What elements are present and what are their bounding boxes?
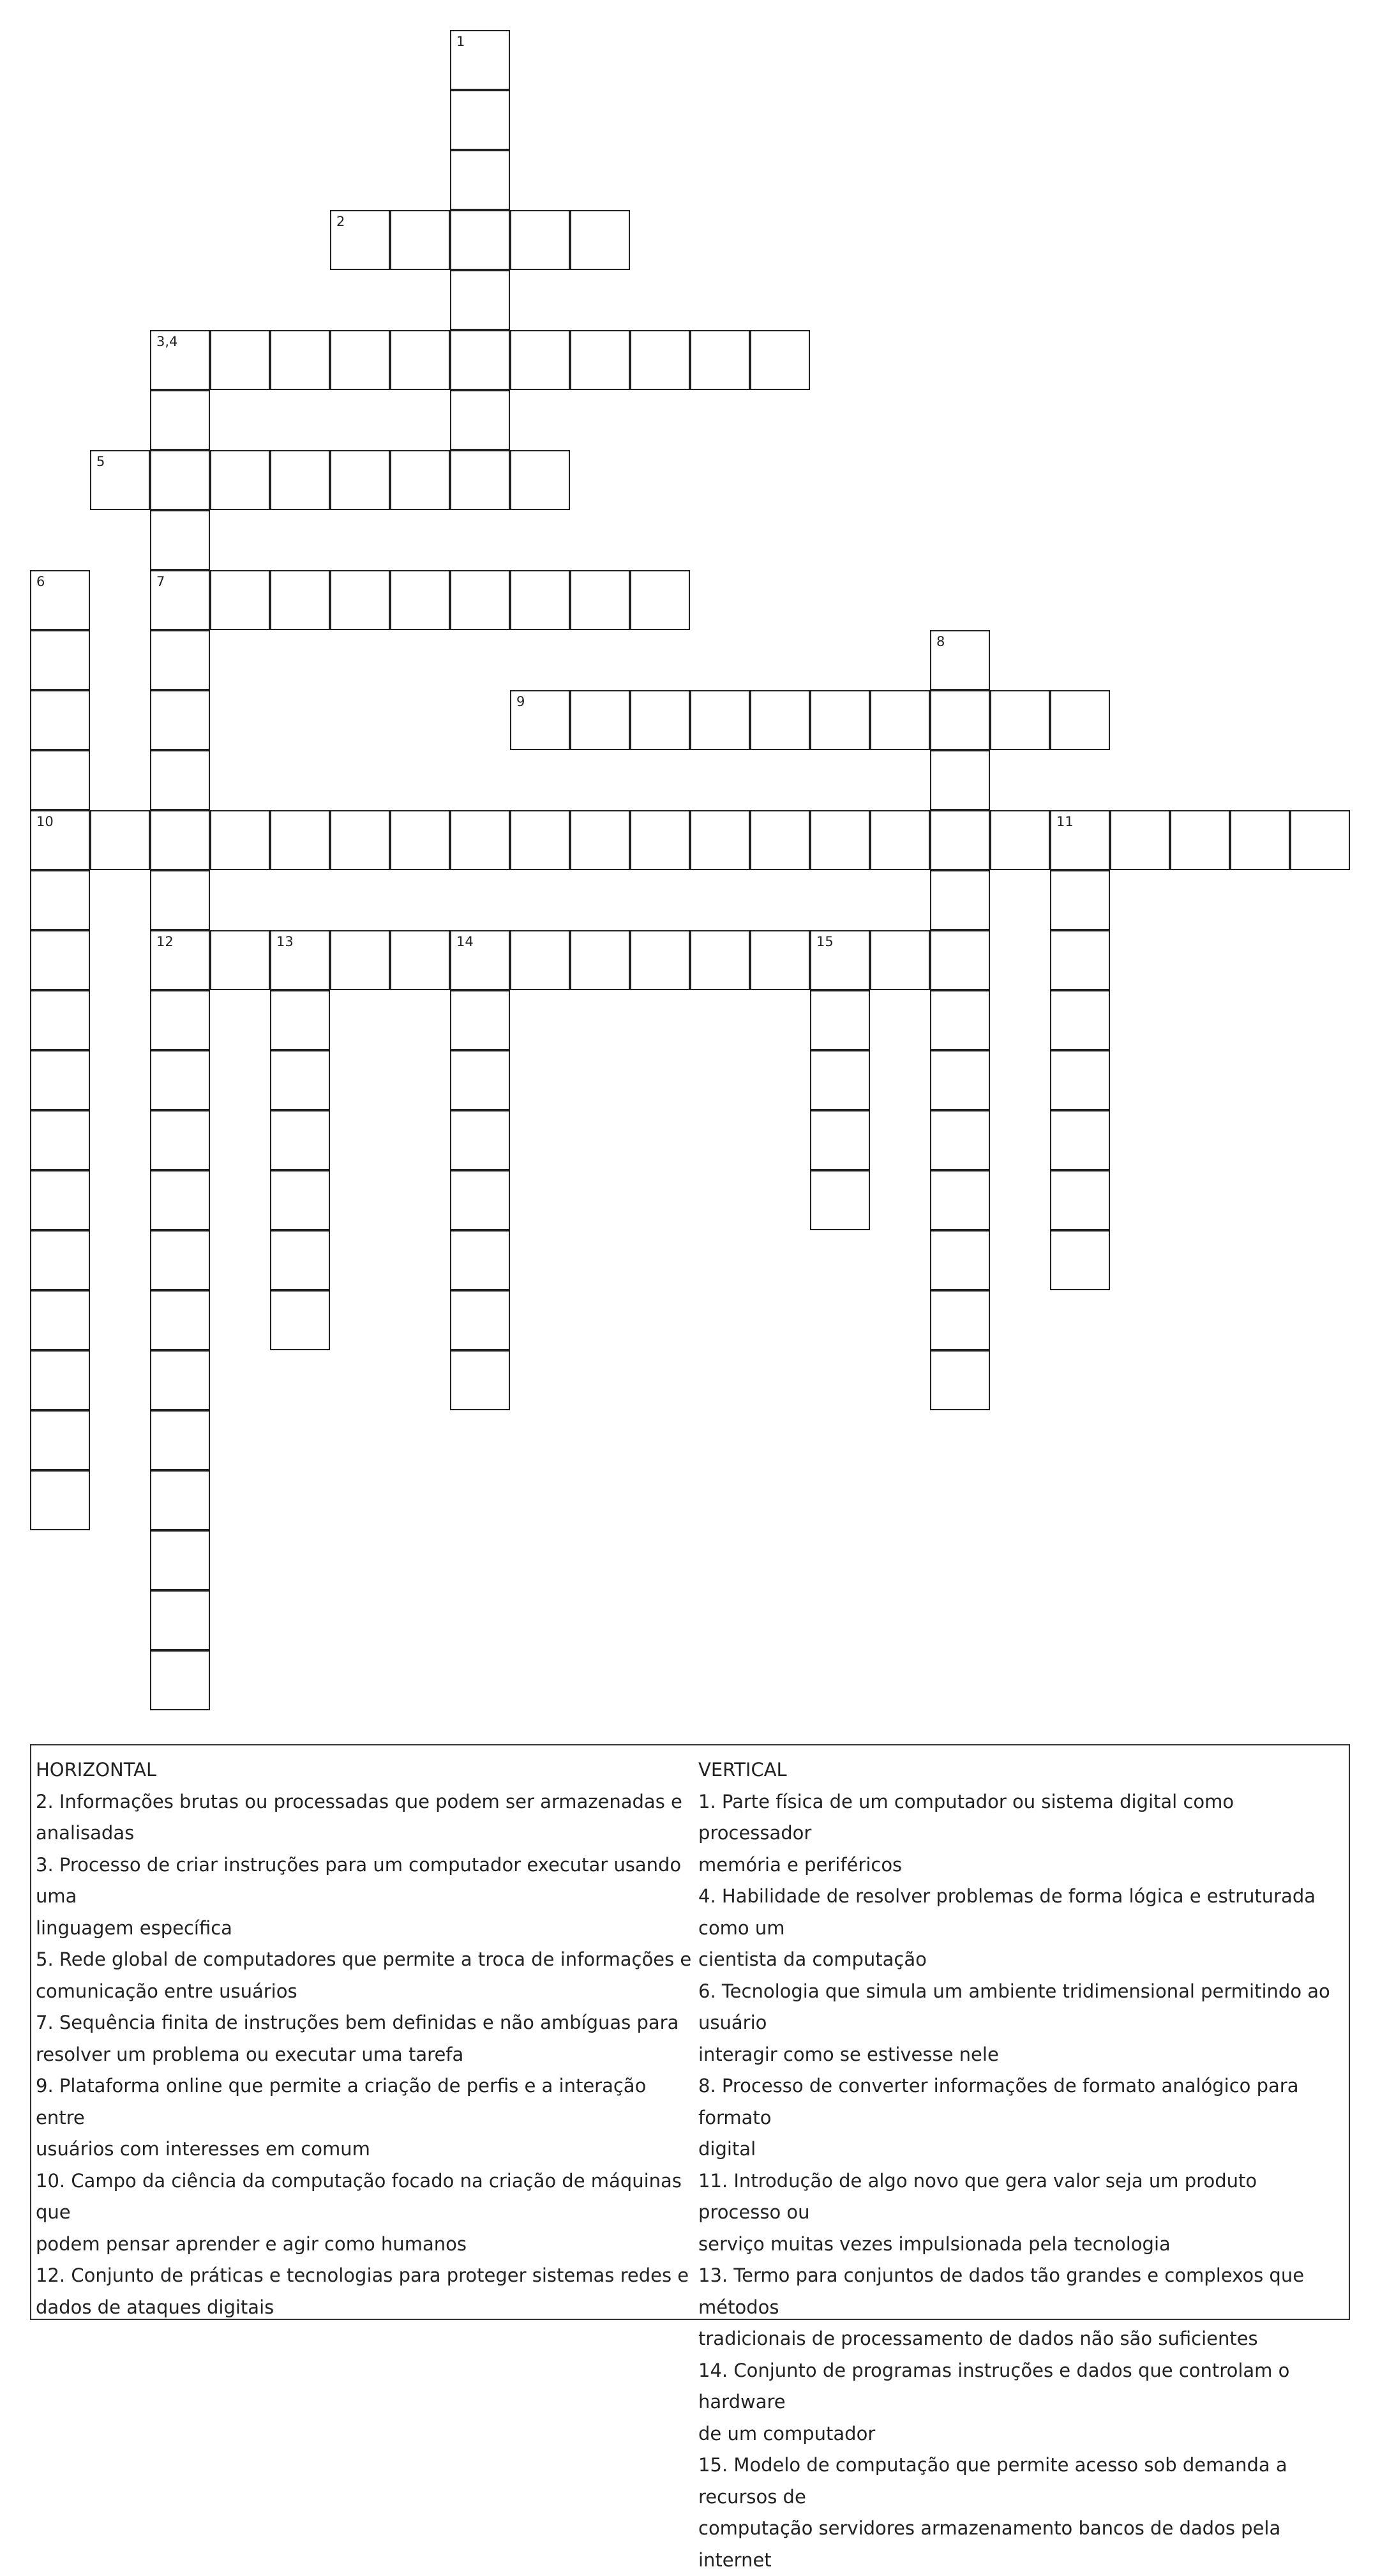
grid-cell[interactable] xyxy=(150,1050,210,1110)
grid-cell[interactable] xyxy=(270,1290,330,1350)
grid-cell[interactable] xyxy=(1110,810,1170,870)
horizontal-clue-line: 7. Sequência finita de instruções bem definidas e não ambíguas para xyxy=(36,2007,700,2039)
grid-cell[interactable] xyxy=(690,330,750,390)
grid-cell[interactable] xyxy=(30,810,90,870)
grid-cell[interactable] xyxy=(930,870,990,930)
grid-cell[interactable] xyxy=(930,1230,990,1290)
grid-cell[interactable] xyxy=(450,210,510,270)
horizontal-clue-line: podem pensar aprender e agir como humanos xyxy=(36,2229,700,2261)
horizontal-clues xyxy=(36,1754,700,2323)
grid-cell[interactable] xyxy=(150,1350,210,1410)
grid-cell[interactable] xyxy=(1050,810,1110,870)
vertical-clue-line: computação servidores armazenamento bancos de dados pela internet xyxy=(698,2513,1343,2576)
grid-cell[interactable] xyxy=(810,690,870,750)
grid-cell[interactable] xyxy=(270,930,330,990)
grid-cell[interactable] xyxy=(870,930,930,990)
grid-cell[interactable] xyxy=(150,1530,210,1590)
clue-number: 15 xyxy=(816,935,834,949)
grid-cell[interactable] xyxy=(570,570,630,630)
grid-cell[interactable] xyxy=(990,690,1050,750)
grid-cell[interactable] xyxy=(150,1290,210,1350)
grid-cell[interactable] xyxy=(630,330,690,390)
grid-cell[interactable] xyxy=(630,930,690,990)
grid-cell[interactable] xyxy=(1050,930,1110,990)
grid-cell[interactable] xyxy=(930,1290,990,1350)
grid-cell[interactable] xyxy=(690,930,750,990)
vertical-clue-line: tradicionais de processamento de dados não são suficientes xyxy=(698,2323,1343,2355)
grid-cell[interactable] xyxy=(810,990,870,1050)
grid-cell[interactable] xyxy=(510,570,570,630)
grid-cell[interactable] xyxy=(1050,990,1110,1050)
vertical-clue-line: 1. Parte física de um computador ou sistema digital como processador xyxy=(698,1786,1343,1849)
grid-cell[interactable] xyxy=(90,450,150,510)
vertical-clue-line: 14. Conjunto de programas instruções e dados que controlam o hardware xyxy=(698,2355,1343,2418)
grid-cell[interactable] xyxy=(930,1110,990,1170)
grid-cell[interactable] xyxy=(150,570,210,630)
grid-cell[interactable] xyxy=(870,690,930,750)
grid-cell[interactable] xyxy=(210,810,270,870)
grid-cell[interactable] xyxy=(750,330,810,390)
grid-cell[interactable] xyxy=(930,630,990,690)
vertical-clue-line: serviço muitas vezes impulsionada pela tecnologia xyxy=(698,2229,1343,2261)
grid-cell[interactable] xyxy=(270,1230,330,1290)
grid-cell[interactable] xyxy=(630,570,690,630)
grid-cell[interactable] xyxy=(930,990,990,1050)
grid-cell[interactable] xyxy=(810,810,870,870)
grid-cell[interactable] xyxy=(930,750,990,810)
grid-cell[interactable] xyxy=(30,1110,90,1170)
grid-cell[interactable] xyxy=(630,810,690,870)
horizontal-clue-line: comunicação entre usuários xyxy=(36,1976,700,2008)
grid-cell[interactable] xyxy=(450,1230,510,1290)
grid-cell[interactable] xyxy=(30,750,90,810)
grid-cell[interactable] xyxy=(750,690,810,750)
grid-cell[interactable] xyxy=(150,990,210,1050)
vertical-clues xyxy=(698,1754,1343,2576)
grid-cell[interactable] xyxy=(270,330,330,390)
grid-cell[interactable] xyxy=(1050,1230,1110,1290)
grid-cell[interactable] xyxy=(150,930,210,990)
grid-cell[interactable] xyxy=(750,810,810,870)
grid-cell[interactable] xyxy=(930,810,990,870)
vertical-clue-line: 13. Termo para conjuntos de dados tão grandes e complexos que métodos xyxy=(698,2260,1343,2323)
grid-cell[interactable] xyxy=(90,810,150,870)
vertical-clue-line: 11. Introdução de algo novo que gera valor seja um produto processo ou xyxy=(698,2165,1343,2229)
vertical-heading: VERTICAL xyxy=(698,1754,1343,1786)
vertical-clue-line: 15. Modelo de computação que permite acesso sob demanda a recursos de xyxy=(698,2450,1343,2513)
horizontal-clue-line: linguagem específica xyxy=(36,1913,700,1945)
grid-cell[interactable] xyxy=(330,210,390,270)
vertical-clue-line: cientista da computação xyxy=(698,1944,1343,1976)
grid-cell[interactable] xyxy=(150,870,210,930)
grid-cell[interactable] xyxy=(30,1470,90,1530)
grid-cell[interactable] xyxy=(150,450,210,510)
clue-number: 5 xyxy=(96,455,105,469)
horizontal-heading: HORIZONTAL xyxy=(36,1754,700,1786)
grid-cell[interactable] xyxy=(210,450,270,510)
vertical-clue-line: de um computador xyxy=(698,2418,1343,2450)
horizontal-clue-line: usuários com interesses em comum xyxy=(36,2134,700,2165)
grid-cell[interactable] xyxy=(930,690,990,750)
grid-cell[interactable] xyxy=(330,330,390,390)
grid-cell[interactable] xyxy=(30,630,90,690)
grid-cell[interactable] xyxy=(210,930,270,990)
grid-cell[interactable] xyxy=(450,90,510,150)
grid-cell[interactable] xyxy=(1050,690,1110,750)
grid-cell[interactable] xyxy=(570,810,630,870)
clue-number: 8 xyxy=(936,635,945,649)
grid-cell[interactable] xyxy=(270,1170,330,1230)
grid-cell[interactable] xyxy=(450,990,510,1050)
clue-number: 9 xyxy=(516,695,525,709)
grid-cell[interactable] xyxy=(150,1410,210,1470)
grid-cell[interactable] xyxy=(390,450,450,510)
grid-cell[interactable] xyxy=(30,1050,90,1110)
grid-cell[interactable] xyxy=(1050,1050,1110,1110)
grid-cell[interactable] xyxy=(1050,1170,1110,1230)
horizontal-clue-line: dados de ataques digitais xyxy=(36,2292,700,2324)
grid-cell[interactable] xyxy=(150,330,210,390)
grid-cell[interactable] xyxy=(450,1290,510,1350)
grid-cell[interactable] xyxy=(510,810,570,870)
horizontal-clue-list xyxy=(36,1786,700,2324)
grid-cell[interactable] xyxy=(450,330,510,390)
grid-cell[interactable] xyxy=(150,1590,210,1650)
grid-cell[interactable] xyxy=(150,390,210,450)
grid-cell[interactable] xyxy=(390,570,450,630)
grid-cell[interactable] xyxy=(1050,870,1110,930)
grid-cell[interactable] xyxy=(810,1170,870,1230)
grid-cell[interactable] xyxy=(930,1050,990,1110)
horizontal-clue-line: 12. Conjunto de práticas e tecnologias para proteger sistemas redes e xyxy=(36,2260,700,2292)
grid-cell[interactable] xyxy=(990,810,1050,870)
horizontal-clue-line: resolver um problema ou executar uma tarefa xyxy=(36,2039,700,2071)
grid-cell[interactable] xyxy=(390,210,450,270)
grid-cell[interactable] xyxy=(30,870,90,930)
grid-cell[interactable] xyxy=(330,810,390,870)
grid-cell[interactable] xyxy=(450,1050,510,1110)
grid-cell[interactable] xyxy=(930,1170,990,1230)
grid-cell[interactable] xyxy=(150,750,210,810)
clue-number: 14 xyxy=(456,935,474,949)
vertical-clue-line: 6. Tecnologia que simula um ambiente tridimensional permitindo ao usuário xyxy=(698,1976,1343,2039)
grid-cell[interactable] xyxy=(330,570,390,630)
grid-cell[interactable] xyxy=(30,570,90,630)
grid-cell[interactable] xyxy=(510,450,570,510)
grid-cell[interactable] xyxy=(210,570,270,630)
grid-cell[interactable] xyxy=(150,510,210,570)
grid-cell[interactable] xyxy=(150,1230,210,1290)
grid-cell[interactable] xyxy=(30,690,90,750)
grid-cell[interactable] xyxy=(570,330,630,390)
grid-cell[interactable] xyxy=(150,1470,210,1530)
clue-number: 10 xyxy=(36,815,54,829)
grid-cell[interactable] xyxy=(30,1170,90,1230)
grid-cell[interactable] xyxy=(930,1350,990,1410)
grid-cell[interactable] xyxy=(150,690,210,750)
vertical-clue-line: digital xyxy=(698,2134,1343,2165)
grid-cell[interactable] xyxy=(450,1170,510,1230)
grid-cell[interactable] xyxy=(450,30,510,90)
grid-cell[interactable] xyxy=(450,1110,510,1170)
grid-cell[interactable] xyxy=(390,810,450,870)
vertical-clue-list xyxy=(698,1786,1343,2576)
grid-cell[interactable] xyxy=(570,210,630,270)
grid-cell[interactable] xyxy=(570,930,630,990)
vertical-clue-line: memória e periféricos xyxy=(698,1849,1343,1881)
grid-cell[interactable] xyxy=(630,690,690,750)
grid-cell[interactable] xyxy=(870,810,930,870)
grid-cell[interactable] xyxy=(570,690,630,750)
horizontal-clue-line: 9. Plataforma online que permite a criação de perfis e a interação entre xyxy=(36,2070,700,2134)
grid-cell[interactable] xyxy=(450,930,510,990)
grid-cell[interactable] xyxy=(450,390,510,450)
horizontal-clue-line: 10. Campo da ciência da computação focado na criação de máquinas que xyxy=(36,2165,700,2229)
grid-cell[interactable] xyxy=(30,1230,90,1290)
clue-number: 12 xyxy=(156,935,174,949)
grid-cell[interactable] xyxy=(270,810,330,870)
grid-cell[interactable] xyxy=(30,990,90,1050)
grid-cell[interactable] xyxy=(510,330,570,390)
grid-cell[interactable] xyxy=(270,990,330,1050)
grid-cell[interactable] xyxy=(690,810,750,870)
grid-cell[interactable] xyxy=(450,270,510,330)
grid-cell[interactable] xyxy=(270,570,330,630)
horizontal-clue-line: 3. Processo de criar instruções para um computador executar usando uma xyxy=(36,1849,700,1913)
grid-cell[interactable] xyxy=(270,450,330,510)
grid-cell[interactable] xyxy=(1050,1110,1110,1170)
clue-number: 11 xyxy=(1056,815,1074,829)
grid-cell[interactable] xyxy=(390,330,450,390)
vertical-clue-line: 8. Processo de converter informações de formato analógico para formato xyxy=(698,2070,1343,2134)
grid-cell[interactable] xyxy=(270,1110,330,1170)
horizontal-clue-line: 2. Informações brutas ou processadas que podem ser armazenadas e xyxy=(36,1786,700,1818)
clue-number: 1 xyxy=(456,35,465,49)
grid-cell[interactable] xyxy=(150,1110,210,1170)
grid-cell[interactable] xyxy=(1290,810,1350,870)
clue-number: 6 xyxy=(36,575,45,589)
grid-cell[interactable] xyxy=(150,630,210,690)
grid-cell[interactable] xyxy=(150,1650,210,1710)
clue-number: 2 xyxy=(336,215,345,229)
clue-number: 7 xyxy=(156,575,165,589)
grid-cell[interactable] xyxy=(150,1170,210,1230)
grid-cell[interactable] xyxy=(810,1050,870,1110)
grid-cell[interactable] xyxy=(270,1050,330,1110)
clue-number: 13 xyxy=(276,935,294,949)
grid-cell[interactable] xyxy=(150,810,210,870)
vertical-clue-line: interagir como se estivesse nele xyxy=(698,2039,1343,2071)
grid-cell[interactable] xyxy=(750,930,810,990)
grid-cell[interactable] xyxy=(30,1410,90,1470)
grid-cell[interactable] xyxy=(450,810,510,870)
grid-cell[interactable] xyxy=(330,450,390,510)
clues-box xyxy=(30,1744,1350,2320)
grid-cell[interactable] xyxy=(30,930,90,990)
grid-cell[interactable] xyxy=(330,930,390,990)
grid-cell[interactable] xyxy=(390,930,450,990)
grid-cell[interactable] xyxy=(1230,810,1290,870)
grid-cell[interactable] xyxy=(510,930,570,990)
horizontal-clue-line: analisadas xyxy=(36,1818,700,1849)
grid-cell[interactable] xyxy=(930,930,990,990)
clue-number: 3,4 xyxy=(156,335,177,349)
vertical-clue-line: 4. Habilidade de resolver problemas de forma lógica e estruturada como um xyxy=(698,1881,1343,1944)
grid-cell[interactable] xyxy=(450,570,510,630)
grid-cell[interactable] xyxy=(450,1350,510,1410)
horizontal-clue-line: 5. Rede global de computadores que permite a troca de informações e xyxy=(36,1944,700,1976)
grid-cell[interactable] xyxy=(510,690,570,750)
grid-cell[interactable] xyxy=(30,1350,90,1410)
grid-cell[interactable] xyxy=(810,930,870,990)
grid-cell[interactable] xyxy=(1170,810,1230,870)
grid-cell[interactable] xyxy=(450,150,510,210)
grid-cell[interactable] xyxy=(510,210,570,270)
grid-cell[interactable] xyxy=(210,330,270,390)
grid-cell[interactable] xyxy=(30,1290,90,1350)
grid-cell[interactable] xyxy=(450,450,510,510)
grid-cell[interactable] xyxy=(690,690,750,750)
grid-cell[interactable] xyxy=(810,1110,870,1170)
